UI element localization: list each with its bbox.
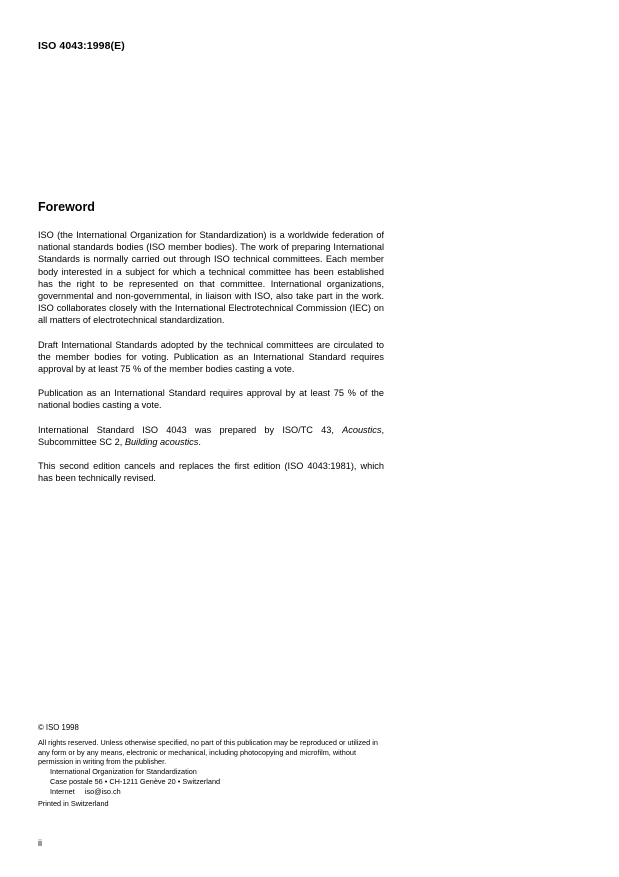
foreword-paragraph-5: This second edition cancels and replaces the first edition (ISO 4043:1981), which has been technically revised. <box>38 461 384 484</box>
foreword-paragraph-2: Draft International Standards adopted by the technical committees are circulated to the member bodies for voting. Publication as an International Standard requires approval by at least 75 % of the member bodies casting a vote. <box>38 339 384 375</box>
foreword-paragraph-3: Publication as an International Standard requires approval by at least 75 % of the national bodies casting a vote. <box>38 388 384 411</box>
document-id-header: ISO 4043:1998(E) <box>38 40 125 52</box>
p4-text-e: . <box>198 436 201 447</box>
p4-committee-name: Acoustics <box>342 424 382 435</box>
org-address: Case postale 56 • CH-1211 Genève 20 • Switzerland <box>50 776 221 786</box>
p4-text-a: International Standard ISO 4043 was prepared by ISO/TC 43, <box>38 424 343 435</box>
copyright-footer <box>38 723 384 808</box>
foreword-body <box>38 229 384 496</box>
printed-in: Printed in Switzerland <box>38 798 109 808</box>
page-number: ii <box>38 838 42 848</box>
p4-text-c: , Subcommittee SC 2, <box>38 424 384 447</box>
rights-statement: All rights reserved. Unless otherwise specified, no part of this publication may be reproduced or utilized in any form or by any means, electronic or mechanical, including photocopying and microfilm, without permission in writing from the publisher. <box>38 737 378 767</box>
copyright-line: © ISO 1998 <box>38 723 79 732</box>
p4-subcommittee-name: Building acoustics <box>124 436 199 447</box>
foreword-heading: Foreword <box>38 200 95 214</box>
org-internet: Internet iso@iso.ch <box>50 786 121 796</box>
foreword-paragraph-1: ISO (the International Organization for Standardization) is a worldwide federation of national standards bodies (ISO member bodies). The work of preparing International Standards is normally carried out through ISO technical committees. Each member body interested in a subject for which a technical committee has been established has the right to be represented on that committee. International organizations, governmental and non-governmental, in liaison with ISO, also take part in the work. ISO collaborates closely with the International Electrotechnical Commission (IEC) on all matters of electrotechnical standardization. <box>38 230 384 326</box>
org-name: International Organization for Standardization <box>50 767 197 777</box>
foreword-paragraph-4 <box>38 424 384 448</box>
